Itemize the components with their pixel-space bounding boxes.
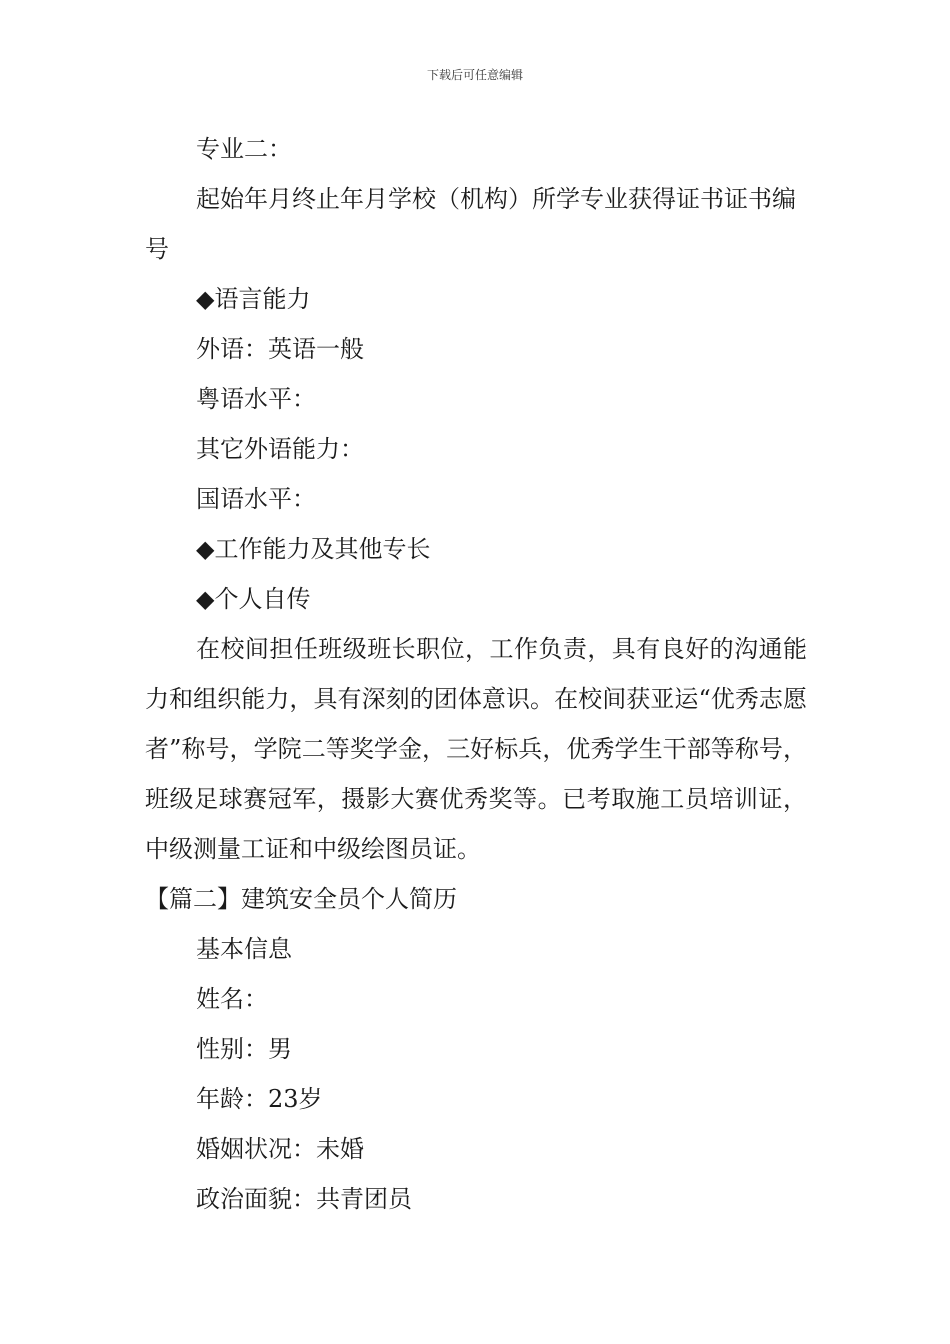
- self-heading: ◆个人自传: [196, 585, 311, 613]
- section2-title: 【篇二】建筑安全员个人简历: [145, 885, 457, 913]
- document-body: [145, 124, 807, 1224]
- gender-field: 性别：男: [196, 1035, 292, 1063]
- age-field: 年龄：23岁: [196, 1085, 323, 1113]
- education-columns: 起始年月终止年月学校（机构）所学专业获得证书证书编号: [145, 185, 796, 263]
- self-intro-paragraph: 在校间担任班级班长职位，工作负责，具有良好的沟通能力和组织能力，具有深刻的团体意识。在校间获亚运“优秀志愿者”称号，学院二等奖学金，三好标兵，优秀学生干部等称号，班级足球赛冠军，摄影大赛优秀奖等。已考取施工员培训证，中级测量工证和中级绘图员证。: [145, 635, 807, 863]
- other-language: 其它外语能力：: [196, 435, 364, 463]
- major2-label: 专业二：: [196, 135, 292, 163]
- political-field: 政治面貌：共青团员: [196, 1185, 412, 1213]
- work-heading: ◆工作能力及其他专长: [196, 535, 431, 563]
- cantonese-level: 粤语水平：: [196, 385, 316, 413]
- mandarin-level: 国语水平：: [196, 485, 316, 513]
- page-header: 下载后可任意编辑: [426, 68, 523, 82]
- marital-field: 婚姻状况：未婚: [196, 1135, 364, 1163]
- language-heading: ◆语言能力: [196, 285, 311, 313]
- basic-info-heading: 基本信息: [196, 935, 292, 963]
- name-field: 姓名：: [196, 985, 268, 1013]
- foreign-language: 外语：英语一般: [196, 335, 364, 363]
